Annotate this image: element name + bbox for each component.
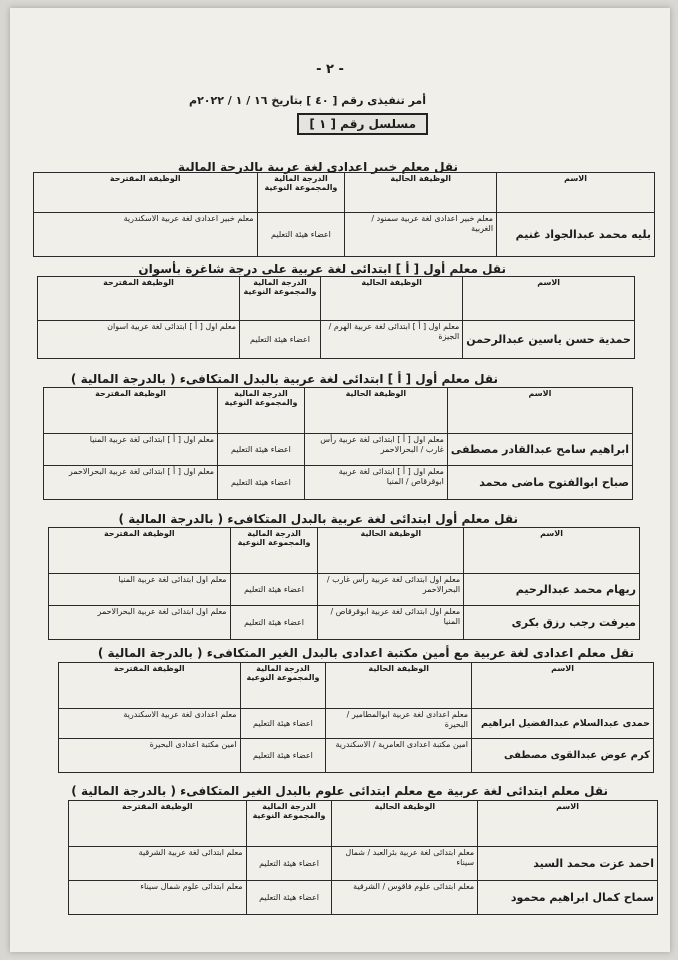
current-job: معلم اول [ أ ] ابتدائى لغة عربية ابوقرقاص / المنيا bbox=[304, 466, 447, 500]
header-current: الوظيفة الحالية bbox=[318, 528, 464, 574]
current-job: معلم اول [ أ ] ابتدائى لغة عربية رأس غارب / البحرالاحمر bbox=[304, 434, 447, 466]
grade: اعضاء هيئة التعليم bbox=[246, 847, 332, 881]
transfer-table bbox=[43, 387, 633, 500]
section-title: نقل معلم اعدادى لغة عربية مع أمين مكتبة اعدادى بالبدل الغير المتكافىء ( بالدرجة المالية ) bbox=[97, 646, 634, 660]
employee-name: سماح كمال ابراهيم محمود bbox=[478, 881, 658, 915]
grade: اعضاء هيئة التعليم bbox=[218, 466, 305, 500]
proposed-job: معلم اول [ أ ] ابتدائى لغة عربية البحرالاحمر bbox=[44, 466, 218, 500]
employee-name: كرم عوض عبدالقوى مصطفى bbox=[472, 739, 654, 773]
proposed-job: معلم اول [ أ ] ابتدائى لغة عربية المنيا bbox=[44, 434, 218, 466]
employee-name: حمدية حسن ياسين عبدالرحمن bbox=[463, 321, 635, 359]
table-row bbox=[49, 574, 640, 606]
header-grade: الدرجة المالية والمجموعة النوعية bbox=[246, 801, 332, 847]
header-grade: الدرجة المالية والمجموعة النوعية bbox=[240, 663, 326, 709]
header-grade: الدرجة المالية والمجموعة النوعية bbox=[218, 388, 305, 434]
header-proposed: الوظيفة المقترحة bbox=[34, 173, 258, 213]
order-number-line: أمر تنفيذى رقم [ ٤٠ ] بتاريخ ١٦ / ١ / ٢٠٢٢م bbox=[189, 94, 426, 107]
current-job: معلم خبير اعدادى لغة عربية سمنود / الغربية bbox=[345, 213, 497, 257]
proposed-job: معلم اول ابتدائى لغة عربية البحرالاحمر bbox=[49, 606, 231, 640]
proposed-job: معلم اول [ أ ] ابتدائى لغة عربية اسوان bbox=[38, 321, 240, 359]
transfer-table bbox=[58, 662, 654, 773]
grade: اعضاء هيئة التعليم bbox=[240, 709, 326, 739]
current-job: معلم ابتدائى علوم فاقوس / الشرقية bbox=[332, 881, 478, 915]
header-proposed: الوظيفة المقترحة bbox=[38, 277, 240, 321]
header-name: الاسم bbox=[478, 801, 658, 847]
serial-number: مسلسل رقم [ ١ ] bbox=[297, 113, 428, 135]
current-job: امين مكتبة اعدادى العامرية / الاسكندرية bbox=[326, 739, 472, 773]
proposed-job: معلم خبير اعدادى لغة عربية الاسكندرية bbox=[34, 213, 258, 257]
header-proposed: الوظيفة المقترحة bbox=[69, 801, 247, 847]
table-row bbox=[34, 213, 655, 257]
header-current: الوظيفة الحالية bbox=[345, 173, 497, 213]
section-title: نقل معلم ابتدائى لغة عربية مع معلم ابتدائى علوم بالبدل الغير المتكافىء ( بالدرجة المالية ) bbox=[71, 784, 608, 798]
table-row bbox=[69, 847, 658, 881]
current-job: معلم اعدادى لغة عربية ابوالمطامير / البحيرة bbox=[326, 709, 472, 739]
current-job: معلم ابتدائى لغة عربية بئرالعبد / شمال سيناء bbox=[332, 847, 478, 881]
header-name: الاسم bbox=[497, 173, 655, 213]
section-title: نقل معلم خبير اعدادى لغة عربية بالدرجة المالية bbox=[177, 160, 458, 174]
page-number: - ٢ - bbox=[316, 62, 344, 77]
proposed-job: امين مكتبة اعدادى البحيرة bbox=[59, 739, 241, 773]
current-job: معلم اول ابتدائى لغة عربية ابوقرقاص / المنيا bbox=[318, 606, 464, 640]
proposed-job: معلم ابتدائى علوم شمال سيناء bbox=[69, 881, 247, 915]
header-name: الاسم bbox=[472, 663, 654, 709]
header-proposed: الوظيفة المقترحة bbox=[59, 663, 241, 709]
header-proposed: الوظيفة المقترحة bbox=[49, 528, 231, 574]
table-row bbox=[44, 434, 633, 466]
header-current: الوظيفة الحالية bbox=[304, 388, 447, 434]
table-row bbox=[44, 466, 633, 500]
employee-name: حمدى عبدالسلام عبدالفضيل ابراهيم bbox=[472, 709, 654, 739]
employee-name: صباح ابوالفتوح ماضى محمد bbox=[447, 466, 632, 500]
order-header bbox=[100, 86, 434, 136]
employee-name: ريهام محمد عبدالرحيم bbox=[464, 574, 640, 606]
table-row bbox=[38, 321, 635, 359]
transfer-table bbox=[68, 800, 658, 915]
section-title: نقل معلم أول ابتدائى لغة عربية بالبدل المتكافىء ( بالدرجة المالية ) bbox=[118, 512, 518, 526]
current-job: معلم اول [ أ ] ابتدائى لغة عربية الهرم / الجيزة bbox=[321, 321, 463, 359]
proposed-job: معلم ابتدائى لغة عربية الشرقية bbox=[69, 847, 247, 881]
employee-name: احمد عزت محمد السيد bbox=[478, 847, 658, 881]
proposed-job: معلم اول ابتدائى لغة عربية المنيا bbox=[49, 574, 231, 606]
transfer-table bbox=[33, 172, 655, 257]
table-row bbox=[69, 881, 658, 915]
employee-name: ميرفت رجب رزق بكرى bbox=[464, 606, 640, 640]
transfer-table bbox=[48, 527, 640, 640]
grade: اعضاء هيئة التعليم bbox=[230, 574, 318, 606]
employee-name: بليه محمد عبدالجواد غنيم bbox=[497, 213, 655, 257]
section-title: نقل معلم أول [ أ ] ابتدائى لغة عربية على درجة شاغرة بأسوان bbox=[138, 262, 506, 276]
grade: اعضاء هيئة التعليم bbox=[257, 213, 345, 257]
grade: اعضاء هيئة التعليم bbox=[246, 881, 332, 915]
header-grade: الدرجة المالية والمجموعة النوعية bbox=[257, 173, 345, 213]
grade: اعضاء هيئة التعليم bbox=[240, 739, 326, 773]
header-grade: الدرجة المالية والمجموعة النوعية bbox=[239, 277, 320, 321]
grade: اعضاء هيئة التعليم bbox=[230, 606, 318, 640]
header-current: الوظيفة الحالية bbox=[332, 801, 478, 847]
header-current: الوظيفة الحالية bbox=[321, 277, 463, 321]
header-grade: الدرجة المالية والمجموعة النوعية bbox=[230, 528, 318, 574]
employee-name: ابراهيم سامح عبدالقادر مصطفى bbox=[447, 434, 632, 466]
grade: اعضاء هيئة التعليم bbox=[218, 434, 305, 466]
transfer-table bbox=[37, 276, 635, 359]
grade: اعضاء هيئة التعليم bbox=[239, 321, 320, 359]
section-title: نقل معلم أول [ أ ] ابتدائى لغة عربية بالبدل المتكافىء ( بالدرجة المالية ) bbox=[70, 372, 498, 386]
header-current: الوظيفة الحالية bbox=[326, 663, 472, 709]
table-row bbox=[59, 739, 654, 773]
current-job: معلم اول ابتدائى لغة عربية رأس غارب / البحرالاحمر bbox=[318, 574, 464, 606]
header-name: الاسم bbox=[464, 528, 640, 574]
header-proposed: الوظيفة المقترحة bbox=[44, 388, 218, 434]
header-name: الاسم bbox=[463, 277, 635, 321]
table-row bbox=[49, 606, 640, 640]
table-row bbox=[59, 709, 654, 739]
header-name: الاسم bbox=[447, 388, 632, 434]
proposed-job: معلم اعدادى لغة عربية الاسكندرية bbox=[59, 709, 241, 739]
